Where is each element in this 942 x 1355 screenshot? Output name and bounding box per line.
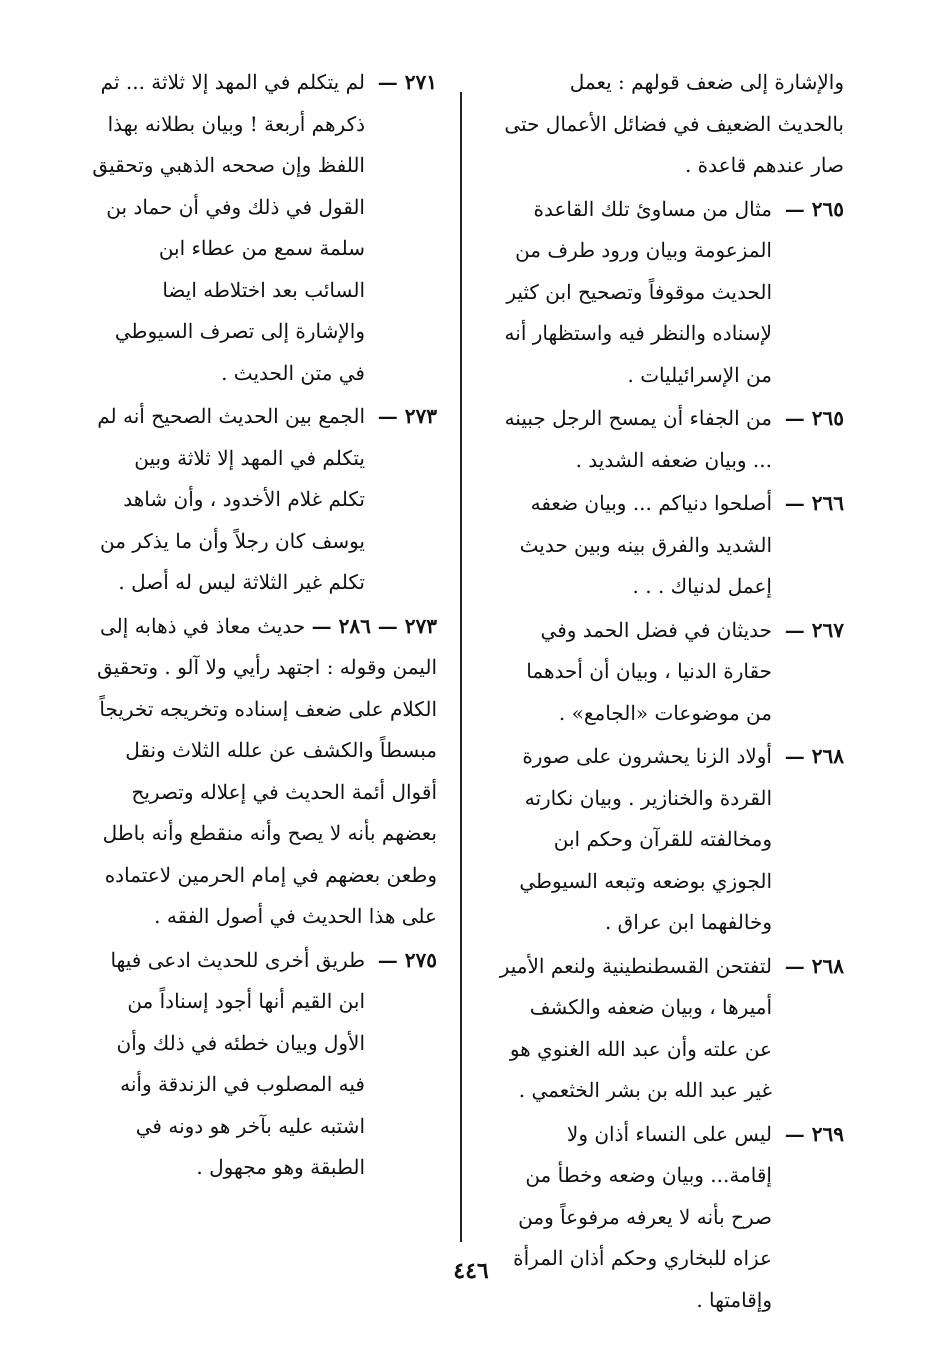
right-column: [499, 62, 844, 1323]
entry-page-number: ٢٦٩ —: [784, 1121, 844, 1146]
index-entry: [92, 606, 437, 938]
page-number: ٤٤٦: [453, 1258, 489, 1284]
index-entry: [499, 398, 844, 481]
index-entry: [92, 396, 437, 604]
index-entry: [92, 62, 437, 394]
entry-page-number: ٢٦٨ —: [784, 953, 844, 978]
column-divider: [460, 92, 462, 1242]
entry-page-number: ٢٦٧ —: [784, 617, 844, 642]
entry-text: الجمع بين الحديث الصحيح أنه لم يتكلم في المهد إلا ثلاثة وبين تكلم غلام الأخدود ، وأن شاهد يوسف كان رجلاً وأن ما يذكر من تكلم غير الثلاثة ليس له أصل .: [97, 404, 365, 594]
index-entry: [499, 736, 844, 944]
entry-text: طريق أخرى للحديث ادعى فيها ابن القيم أنها أجود إسناداً من الأول وبيان خطئه في ذلك وأن فيه المصلوب في الزندقة وأنه اشتبه عليه بآخر هو دونه في الطبقة وهو مجهول .: [110, 947, 365, 1179]
entry-text: [92, 606, 437, 938]
entry-text: أولاد الزنا يحشرون على صورة القردة والخنازير . وبيان نكارته ومخالفته للقرآن وحكم ابن الجوزي بوضعه وتبعه السيوطي وخالفهما ابن عراق .: [519, 744, 772, 934]
index-entry: [499, 1114, 844, 1322]
entry-page-number: ٢٧٥ —: [377, 947, 437, 972]
entry-page-number: ٢٧٣ —: [377, 404, 437, 428]
index-entry: [499, 189, 844, 397]
entry-page-number: ٢٧١ —: [377, 70, 437, 94]
index-entry: [499, 483, 844, 608]
entry-text: أصلحوا دنياكم ... وبيان ضعفه الشديد والفرق بينه وبين حديث إعمل لدنياك . . .: [519, 491, 772, 598]
entry-text: لتفتحن القسطنطينية ولنعم الأمير أميرها ، وبيان ضعفه والكشف عن علته وأن عبد الله الغنوي هو غير عبد الله بن بشر الخثعمي .: [499, 953, 772, 1102]
entry-page-number: ٢٦٦ —: [784, 491, 844, 515]
entry-page-number: ٢٦٥ —: [784, 196, 844, 221]
entry-text: مثال من مساوئ تلك القاعدة المزعومة وبيان ورود طرف من الحديث موقوفاً وتصحيح ابن كثير لإسناده والنظر فيه واستظهار أنه من الإسرائيليات .: [504, 196, 772, 387]
entry-text: ليس على النساء أذان ولا إقامة... وبيان وضعه وخطأ من صرح بأنه لا يعرفه مرفوعاً ومن عزاه للبخاري وحكم أذان المرأة وإقامتها .: [513, 1121, 772, 1312]
entry-text: لم يتكلم في المهد إلا ثلاثة ... ثم ذكرهم أربعة ! وبيان بطلانه بهذا اللفظ وإن صححه الذهبي وتحقيق القول في ذلك وفي أن حماد بن سلمة سمع من عطاء ابن السائب بعد اختلاطه ايضا والإشارة إلى تصرف السيوطي في متن الحديث .: [92, 70, 365, 385]
entry-page-number: ٢٦٥ —: [784, 406, 844, 430]
entry-text: من الجفاء أن يمسح الرجل جبينه ... وبيان ضعفه الشديد .: [504, 406, 772, 472]
index-entry: [499, 610, 844, 735]
index-entry: [499, 946, 844, 1112]
index-entry: [499, 62, 844, 187]
left-column: [92, 62, 437, 1191]
entry-text: والإشارة إلى ضعف قولهم : يعمل بالحديث الضعيف في فضائل الأعمال حتى صار عندهم قاعدة .: [504, 70, 844, 177]
entry-page-number: ٢٧٣ — ٢٨٦ —: [311, 613, 437, 638]
entry-page-number: ٢٦٨ —: [784, 744, 844, 768]
index-entry: [92, 940, 437, 1189]
entry-text-body: حديث معاذ في ذهابه إلى اليمن وقوله : اجتهد رأيي ولا آلو . وتحقيق الكلام على ضعف إسناده وتخريجه تخريجاً مبسطاً والكشف عن علله الثلاث ونقل أقوال أئمة الحديث في إعلاله وتصريح بعضهم بأنه لا يصح وأنه منقطع وأنه باطل وطعن بعضهم في إمام الحرمين لاعتماده على هذا الحديث في أصول الفقه .: [97, 613, 437, 928]
entry-text: حديثان في فضل الحمد وفي حقارة الدنيا ، وبيان أن أحدهما من موضوعات «الجامع» .: [526, 617, 772, 725]
